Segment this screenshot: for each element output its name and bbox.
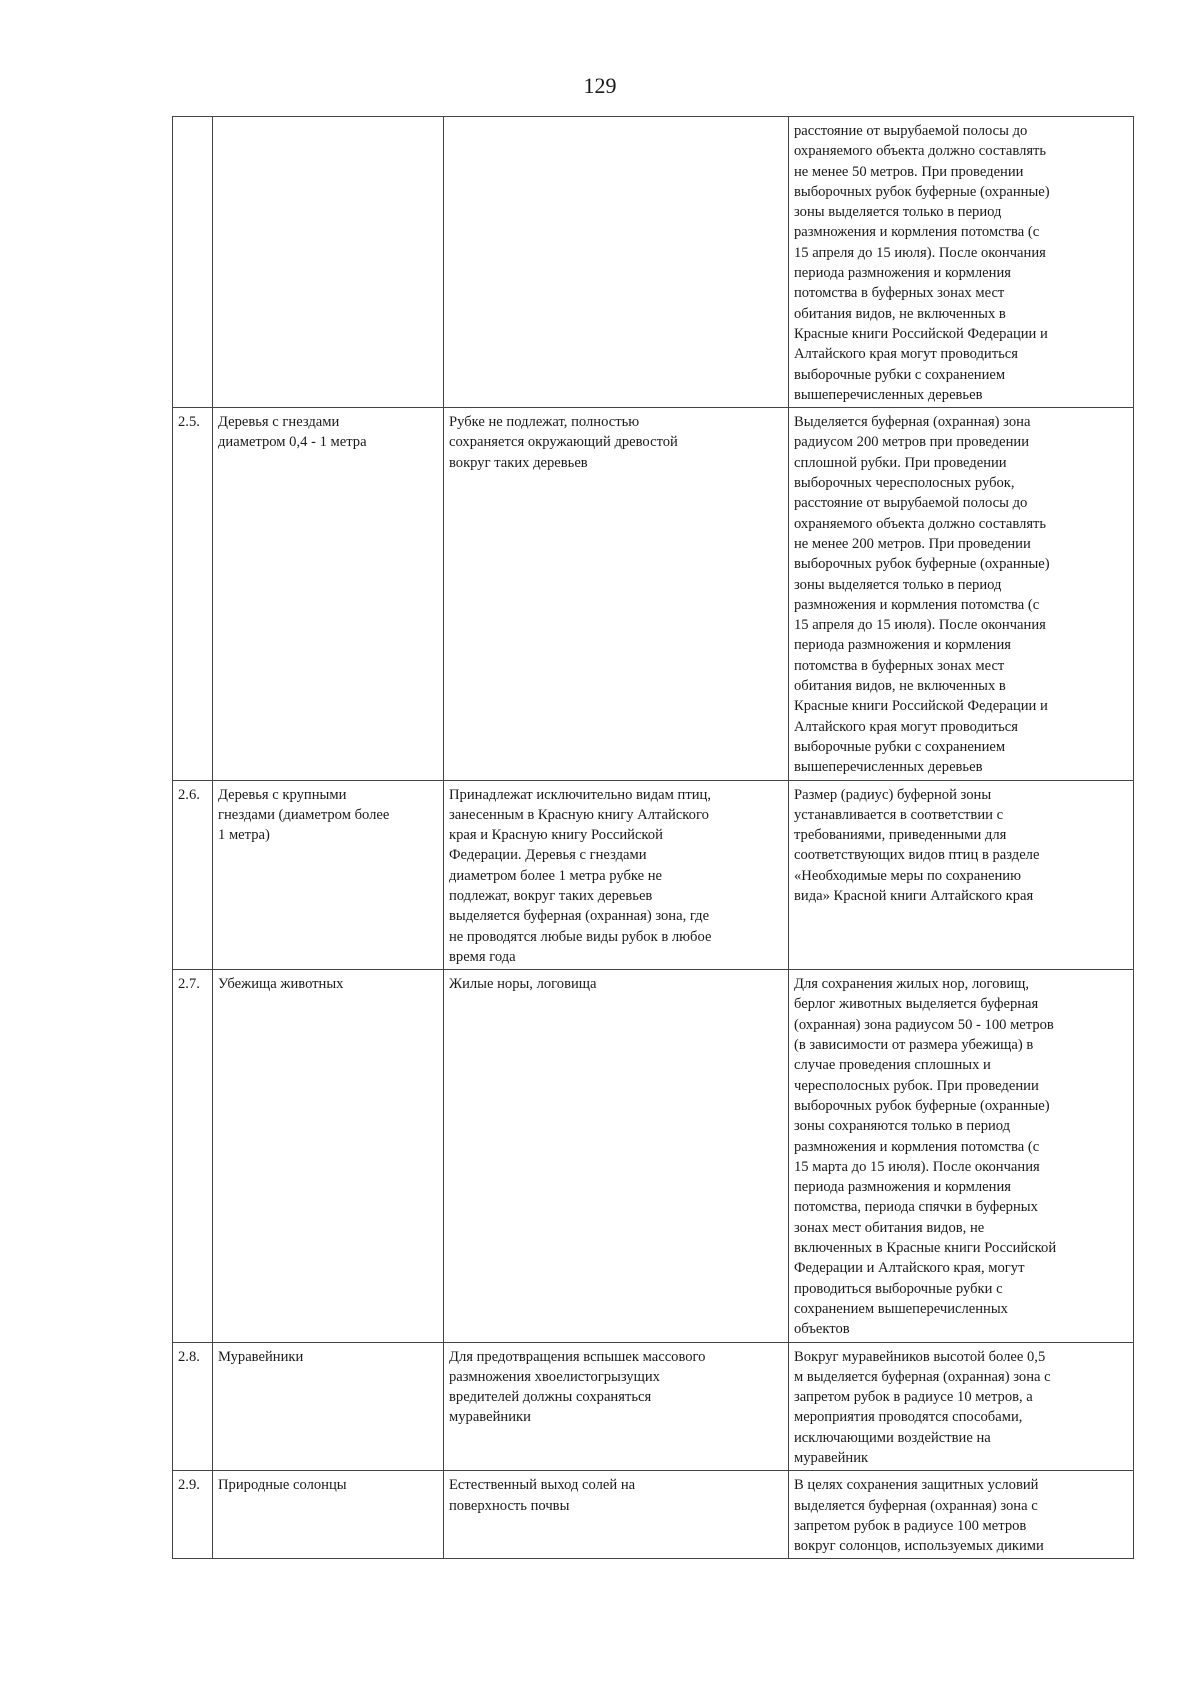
cell-text-line: охраняемого объекта должно составлять [794, 143, 1047, 160]
cell-text-line: потомства, периода спячки в буферных [794, 1199, 1038, 1216]
cell-text-line: (в зависимости от размера убежища) в [794, 1037, 1034, 1054]
cell-text-line: обитания видов, не включенных в [794, 305, 1006, 322]
description-cell [444, 1471, 789, 1559]
cell-text-line: выделяется буферная (охранная) зона, где [449, 908, 710, 925]
cell-text-line: периода размножения и кормления [794, 637, 1011, 654]
cell-text-line: вокруг таких деревьев [449, 454, 588, 471]
cell-text-line: исключающими воздействие на [794, 1429, 991, 1446]
cell-text-line: края и Красную книгу Российской [449, 827, 663, 844]
cell-text-line: Муравейники [218, 1348, 304, 1365]
table-row [173, 1471, 1134, 1559]
table-body [173, 117, 1134, 1559]
cell-text-line: диаметром 0,4 - 1 метра [218, 434, 367, 451]
cell-text-line: Для предотвращения вспышек массового [449, 1348, 706, 1365]
requirements-cell [789, 1471, 1134, 1559]
cell-text-line: 15 апреля до 15 июля). После окончания [794, 244, 1046, 261]
cell-text-line: потомства в буферных зонах мест [794, 285, 1005, 302]
table-row [173, 970, 1134, 1342]
cell-text-line: поверхность почвы [449, 1497, 570, 1514]
cell-text-line: берлог животных выделяется буферная [794, 996, 1039, 1013]
cell-text-line: мероприятия проводятся способами, [794, 1409, 1023, 1426]
cell-text-line: сплошной рубки. При проведении [794, 454, 1007, 471]
cell-text-line: вышеперечисленных деревьев [794, 759, 983, 776]
cell-text-line: вышеперечисленных деревьев [794, 386, 983, 403]
object-name-cell [213, 1471, 444, 1559]
cell-text-line: не проводятся любые виды рубок в любое [449, 928, 712, 945]
row-number-cell: 2.5. [173, 408, 213, 780]
cell-text-line: чересполосных рубок. При проведении [794, 1077, 1039, 1094]
cell-text-line: расстояние от вырубаемой полосы до [794, 495, 1028, 512]
cell-text-line: объектов [794, 1321, 850, 1338]
requirements-cell [789, 970, 1134, 1342]
cell-text-line: сохраняется окружающий древостой [449, 434, 678, 451]
cell-text-line: выборочные рубки с сохранением [794, 738, 1006, 755]
cell-text-line: не менее 50 метров. При проведении [794, 163, 1024, 180]
cell-text-line: гнездами (диаметром более [218, 806, 390, 823]
cell-text-line: радиусом 200 метров при проведении [794, 434, 1030, 451]
cell-text-line: Естественный выход солей на [449, 1477, 636, 1494]
cell-text-line: зоны выделяется только в период [794, 204, 1002, 221]
cell-text-line: включенных в Красные книги Российской [794, 1240, 1057, 1257]
table-row [173, 780, 1134, 970]
cell-text-line: запретом рубок в радиусе 10 метров, а [794, 1389, 1033, 1406]
cell-text-line: Природные солонцы [218, 1477, 347, 1494]
cell-text-line: охраняемого объекта должно составлять [794, 515, 1047, 532]
requirements-cell [789, 117, 1134, 408]
cell-text-line: Жилые норы, логовища [449, 976, 597, 993]
object-name-cell [213, 1342, 444, 1471]
object-name-cell [213, 408, 444, 780]
cell-text-line: выборочных чересполосных рубок, [794, 475, 1015, 492]
table-row [173, 117, 1134, 408]
cell-text-line: Красные книги Российской Федерации и [794, 325, 1048, 342]
cell-text-line: потомства в буферных зонах мест [794, 657, 1005, 674]
cell-text-line: выборочных рубок буферные (охранные) [794, 183, 1050, 200]
table-row [173, 1342, 1134, 1471]
cell-text-line: Вокруг муравейников высотой более 0,5 [794, 1348, 1046, 1365]
row-number-cell [173, 117, 213, 408]
row-number-cell: 2.8. [173, 1342, 213, 1471]
cell-text-line: периода размножения и кормления [794, 1179, 1011, 1196]
cell-text-line: диаметром более 1 метра рубке не [449, 867, 663, 884]
cell-text-line: размножения и кормления потомства (с [794, 224, 1040, 241]
cell-text-line: Убежища животных [218, 976, 344, 993]
row-number-cell: 2.9. [173, 1471, 213, 1559]
cell-text-line: запретом рубок в радиусе 100 метров [794, 1517, 1027, 1534]
cell-text-line: В целях сохранения защитных условий [794, 1477, 1039, 1494]
cell-text-line: время года [449, 948, 516, 965]
cell-text-line: 15 марта до 15 июля). После окончания [794, 1158, 1040, 1175]
requirements-cell [789, 1342, 1134, 1471]
cell-text-line: Алтайского края могут проводиться [794, 346, 1018, 363]
cell-text-line: Размер (радиус) буферной зоны [794, 786, 992, 803]
object-name-cell [213, 117, 444, 408]
cell-text-line: вида» Красной книги Алтайского края [794, 887, 1034, 904]
cell-text-line: зонах мест обитания видов, не [794, 1219, 985, 1236]
document-table [172, 116, 1134, 1559]
cell-text-line: не менее 200 метров. При проведении [794, 535, 1031, 552]
cell-text-line: выборочных рубок буферные (охранные) [794, 556, 1050, 573]
cell-text-line: муравейник [794, 1450, 869, 1466]
cell-text-line: выборочные рубки с сохранением [794, 366, 1006, 383]
cell-text-line: Принадлежат исключительно видам птиц, [449, 786, 711, 803]
cell-text-line: требованиями, приведенными для [794, 827, 1007, 844]
requirements-cell [789, 408, 1134, 780]
cell-text-line: Выделяется буферная (охранная) зона [794, 414, 1031, 431]
cell-text-line: вокруг солонцов, используемых дикими [794, 1538, 1044, 1555]
cell-text-line: Рубке не подлежат, полностью [449, 414, 640, 431]
row-number-cell: 2.7. [173, 970, 213, 1342]
cell-text-line: Деревья с гнездами [218, 414, 340, 431]
cell-text-line: расстояние от вырубаемой полосы до [794, 123, 1028, 139]
cell-text-line: обитания видов, не включенных в [794, 678, 1006, 695]
page-number: 129 [583, 73, 617, 98]
description-cell [444, 408, 789, 780]
table-row [173, 408, 1134, 780]
cell-text-line: случае проведения сплошных и [794, 1057, 991, 1074]
cell-text-line: занесенным в Красную книгу Алтайского [449, 806, 709, 823]
cell-text-line: устанавливается в соответствии с [794, 806, 1004, 823]
cell-text-line: Алтайского края могут проводиться [794, 718, 1018, 735]
object-name-cell [213, 780, 444, 970]
cell-text-line: Федерации. Деревья с гнездами [449, 847, 647, 864]
description-cell [444, 780, 789, 970]
cell-text-line: Красные книги Российской Федерации и [794, 698, 1048, 715]
cell-text-line: муравейники [449, 1409, 531, 1426]
row-number-cell: 2.6. [173, 780, 213, 970]
cell-text-line: проводиться выборочные рубки с [794, 1280, 1003, 1297]
cell-text-line: выборочных рубок буферные (охранные) [794, 1097, 1050, 1114]
cell-text-line: 15 апреля до 15 июля). После окончания [794, 617, 1046, 634]
cell-text-line: (охранная) зона радиусом 50 - 100 метров [794, 1016, 1054, 1033]
cell-text-line: размножения и кормления потомства (с [794, 1138, 1040, 1155]
cell-text-line: подлежат, вокруг таких деревьев [449, 887, 653, 904]
cell-text-line: зоны выделяется только в период [794, 576, 1002, 593]
object-name-cell [213, 970, 444, 1342]
cell-text-line: 1 метра) [218, 827, 270, 844]
cell-text-line: сохранением вышеперечисленных [794, 1300, 1008, 1317]
cell-text-line: соответствующих видов птиц в разделе [794, 847, 1040, 864]
description-cell [444, 117, 789, 408]
cell-text-line: вредителей должны сохраняться [449, 1389, 652, 1406]
cell-text-line: Для сохранения жилых нор, логовищ, [794, 976, 1030, 993]
cell-text-line: периода размножения и кормления [794, 265, 1011, 282]
cell-text-line: Федерации и Алтайского края, могут [794, 1260, 1025, 1277]
cell-text-line: размножения хвоелистогрызущих [449, 1368, 660, 1385]
cell-text-line: м выделяется буферная (охранная) зона с [794, 1368, 1051, 1385]
cell-text-line: выделяется буферная (охранная) зона с [794, 1497, 1038, 1514]
cell-text-line: размножения и кормления потомства (с [794, 596, 1040, 613]
cell-text-line: зоны сохраняются только в период [794, 1118, 1011, 1135]
description-cell [444, 1342, 789, 1471]
requirements-cell [789, 780, 1134, 970]
cell-text-line: «Необходимые меры по сохранению [794, 867, 1022, 884]
cell-text-line: Деревья с крупными [218, 786, 347, 803]
description-cell [444, 970, 789, 1342]
